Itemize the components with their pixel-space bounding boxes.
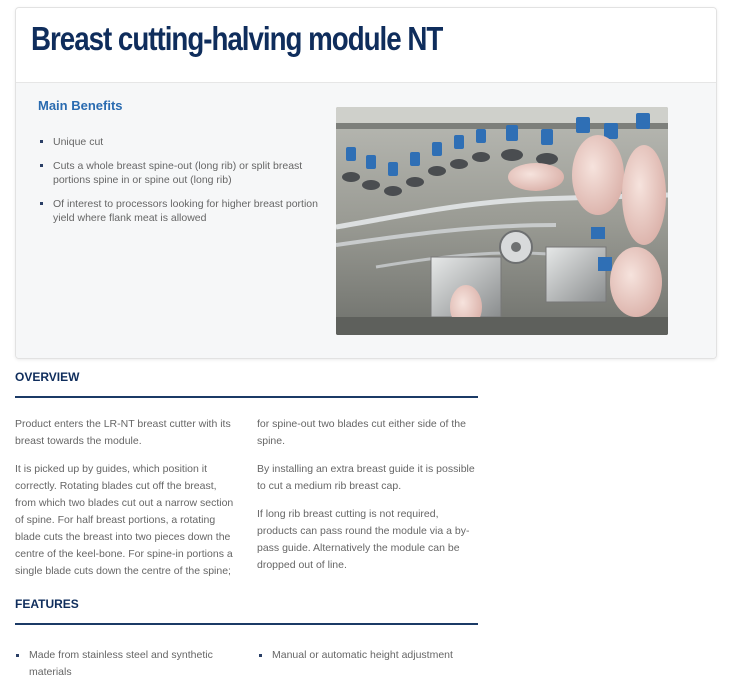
features-heading: FEATURES: [15, 597, 79, 611]
benefit-text: Unique cut: [53, 136, 104, 148]
bullet-icon: [259, 654, 262, 657]
overview-divider: [15, 396, 478, 398]
machine-photo: [336, 107, 668, 335]
page-title: Breast cutting-halving module NT: [31, 20, 443, 57]
overview-right-column: [257, 416, 477, 585]
bullet-icon: [40, 140, 43, 143]
product-card: [15, 7, 717, 359]
benefits-list: [38, 135, 318, 235]
features-right-list: [258, 647, 488, 664]
bullet-icon: [40, 202, 43, 205]
benefit-text: Cuts a whole breast spine-out (long rib) or split breast portions spine in or spine out (long rib): [53, 160, 303, 186]
card-header: [16, 8, 716, 83]
feature-text: Made from stainless steel and synthetic materials: [29, 649, 213, 678]
overview-paragraph: Product enters the LR-NT breast cutter with its breast towards the module.: [15, 418, 231, 447]
overview-paragraph: for spine-out two blades cut either side of the spine.: [257, 418, 466, 447]
features-divider: [15, 623, 478, 625]
overview-paragraph: If long rib breast cutting is not required, products can pass round the module via a by-pass guide. Alternatively the module can be dropped out of line.: [257, 508, 470, 571]
list-item: [15, 647, 230, 681]
features-left-list: [15, 647, 230, 681]
overview-paragraph: It is picked up by guides, which position it correctly. Rotating blades cut off the breast, from which two blades cut out a narrow section of spine. For half breast portions, a rotating blade cuts the breast into two pieces down the centre of the keel-bone. For spine-in portions a single blade cuts down the centre of the spine;: [15, 463, 234, 577]
overview-paragraph: By installing an extra breast guide it is possible to cut a medium rib breast cap.: [257, 463, 475, 492]
list-item: [38, 135, 318, 149]
overview-left-column: [15, 416, 235, 591]
machine-illustration: [336, 107, 668, 335]
list-item: [258, 647, 488, 664]
list-item: [38, 197, 318, 225]
benefit-text: Of interest to processors looking for higher breast portion yield where flank meat is allowed: [53, 198, 318, 224]
overview-heading: OVERVIEW: [15, 370, 80, 384]
benefits-title: Main Benefits: [38, 98, 123, 113]
bullet-icon: [16, 654, 19, 657]
card-body: [16, 83, 716, 358]
feature-text: Manual or automatic height adjustment: [272, 649, 453, 661]
bullet-icon: [40, 164, 43, 167]
list-item: [38, 159, 318, 187]
